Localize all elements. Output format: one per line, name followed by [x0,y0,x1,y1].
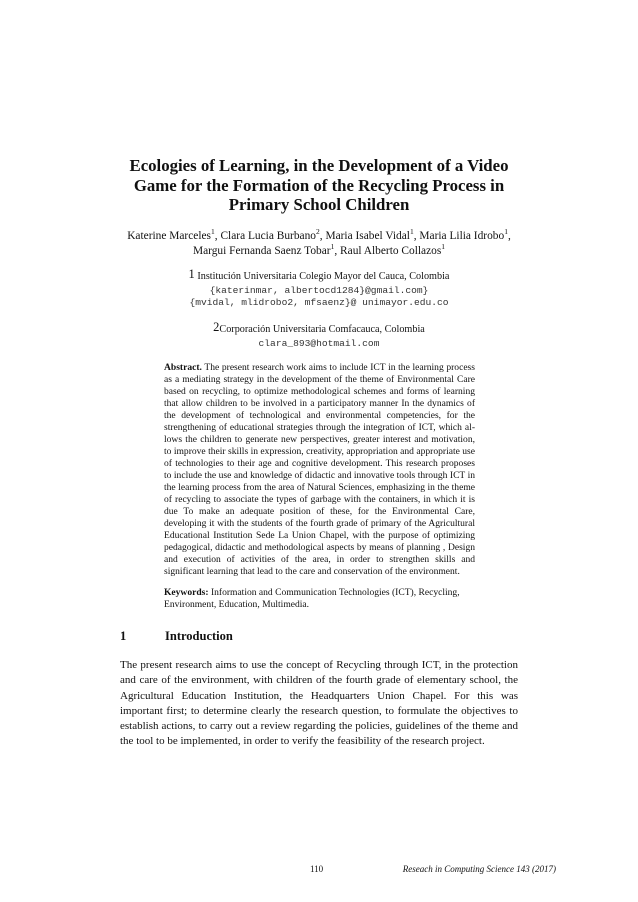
author-name: Margui Fernanda Saenz Tobar [192,245,331,257]
keywords-label: Keywords: [164,587,209,598]
author-separator: , [319,230,326,242]
email-line: {katerinmar, albertocd1284}@gmail.com} [209,285,429,296]
author-list [110,229,528,259]
author-name: Raul Alberto Collazos [340,245,442,257]
section-number: 1 [120,629,127,643]
affiliation-mark: 1 [409,227,414,236]
paper-title: Ecologies of Learning, in the Development of a Video Game for the Formation of the Recycling Process in Primary School Children [129,156,509,214]
author [325,227,420,242]
keywords-text: Information and Communication Technologies (ICT), Recycling, Environment, Education, Multimedia. [164,587,460,610]
author-separator: , [507,230,511,242]
keywords [164,587,475,611]
author-separator: , [334,245,341,257]
journal-footer: Reseach in Computing Science 143 (2017) [402,864,556,874]
abstract-text: The present research work aims to include ICT in the learning process as a mediating strategy in the development of the theme of Environmental Care based on recycling, to optimize methodological schemes and forms of learning that allow children to be involved in a participatory manner In the dynamics of the development of technological and environmental competencies, for the strengthening of educational strategies through the integration of ICT, which al-lows the children to generate new perspectives, greater interest and motivation, to improve their skills in expression, creativity, appropriation and appropriate use of technologies to their age and cognitive development. This research proposes to include the use and knowledge of didactic and innovative tools through ICT in the learning process from the area of Natural Sciences, emphasizing in the theme of recycling to associate the types of garbage with the containers, in which it is due To make an adequate position of these, for the Environmental Care, developing it with the students of the fourth grade of primary of the Agricultural Educational Institution Sede La Union Chapel, with the purpose of optimizing pedagogical, didactic and methodological aspects by means of planning , Design and execution of activities of the area, in order to strengthen skills and significant learning that lead to the care and conservation of the environment. [164,362,475,577]
affiliation-number: 2 [213,320,220,334]
affiliation-mark: 2 [315,227,320,236]
author [220,227,326,242]
affiliation-mark: 1 [441,242,446,251]
affiliation-mark: 1 [330,242,335,251]
abstract-label: Abstract. [164,362,202,373]
author [340,242,446,257]
author-separator: , [214,230,221,242]
author-separator: , [413,230,420,242]
affiliation-2 [120,321,518,336]
affiliation-1 [120,268,518,283]
email-line: clara_893@hotmail.com [258,338,380,349]
author-name: Maria Isabel Vidal [325,230,410,242]
author-name: Maria Lilia Idrobo [419,230,505,242]
affiliation-name: Corporación Universitaria Comfacauca, Colombia [219,324,425,335]
author [419,227,511,242]
affiliation-mark: 1 [504,227,508,236]
author [192,242,341,257]
abstract [164,362,475,578]
introduction-paragraph: The present research aims to use the concept of Recycling through ICT, in the protection and care of the environment, with children of the fourth grade of elementary school, the Agricultural Education Institution, the Headquarters Union Chapel. For this was important first; to determine clearly the research question, to formulate the objectives to establish actions, to carry out a review regarding the policies, guidelines of the theme and the tool to be implemented, in order to verify the feasibility of the research project. [120,659,518,748]
affiliation-number: 1 [188,267,195,281]
email-line: {mvidal, mlidrobo2, mfsaenz}@ unimayor.edu.co [189,297,449,308]
affiliation-mark: 1 [211,227,215,236]
page-number: 110 [310,864,324,874]
author [127,227,221,242]
author-name: Clara Lucia Burbano [220,230,316,242]
section-title: Introduction [165,629,233,643]
author-name: Katerine Marceles [127,230,211,242]
affiliation-name: Institución Universitaria Colegio Mayor del Cauca, Colombia [197,271,450,282]
